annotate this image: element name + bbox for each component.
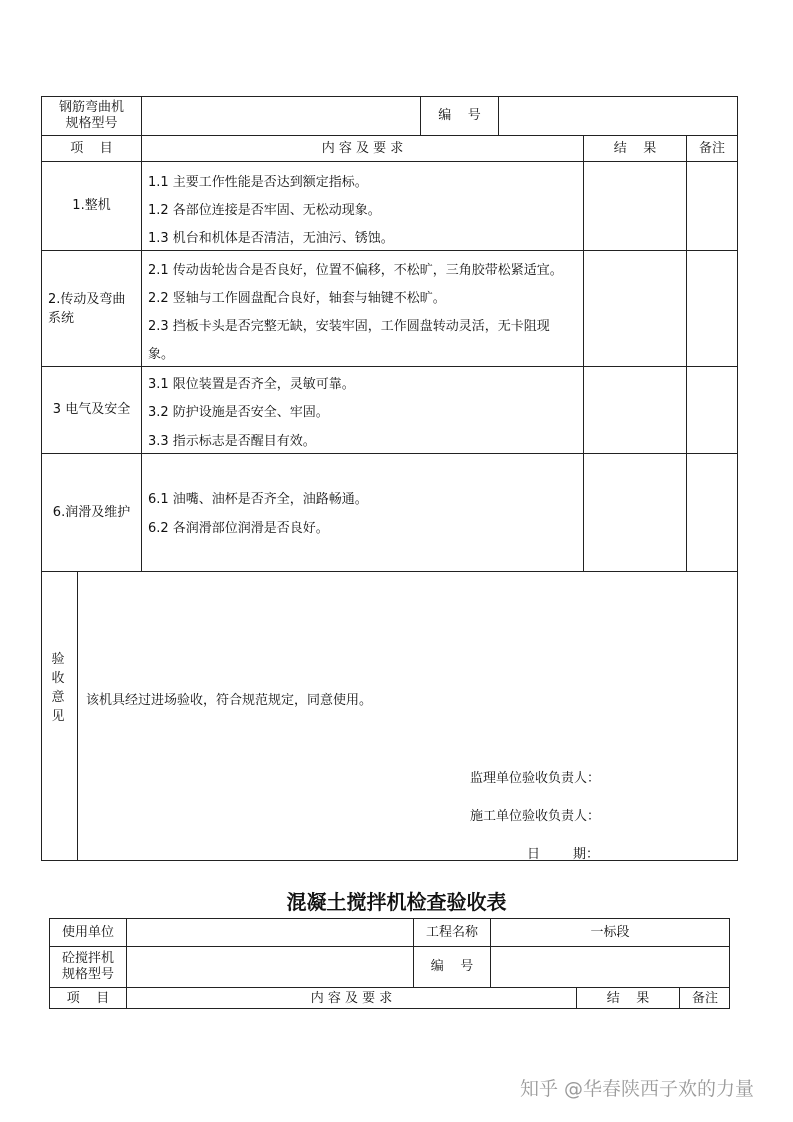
result-cell[interactable] <box>584 162 686 250</box>
opinion-label <box>48 650 68 726</box>
user-label: 使用单位 <box>61 924 114 940</box>
number-label: 编 号 <box>438 108 481 124</box>
col-divider <box>77 571 78 861</box>
header-content: 内 容 及 要 求 <box>321 140 404 156</box>
header-remark: 备注 <box>698 140 725 156</box>
header-result: 结 果 <box>613 140 657 156</box>
result-cell[interactable] <box>584 251 686 366</box>
opinion-label-char: 验 <box>51 652 65 667</box>
model-label: 钢筋弯曲机 规格型号 <box>58 100 124 131</box>
model-label: 砼搅拌机 规格型号 <box>61 951 114 982</box>
requirement-item: 3.3 指示标志是否醒目有效。 <box>148 434 316 449</box>
requirement-item: 3.1 限位装置是否齐全，灵敏可靠。 <box>148 377 355 392</box>
remark-cell[interactable] <box>687 367 737 453</box>
project-value[interactable]: 一标段 <box>590 924 630 940</box>
section-name: 3 电气及安全 <box>52 402 131 418</box>
date-label: 日 期： <box>527 847 600 862</box>
remark-cell[interactable] <box>687 454 737 571</box>
constructor-signature-label: 施工单位验收负责人： <box>470 809 601 824</box>
header-result: 结 果 <box>606 990 650 1006</box>
remark-cell[interactable] <box>687 162 737 250</box>
opinion-label-char: 收 <box>51 671 65 686</box>
supervisor-signature-label: 监理单位验收负责人： <box>470 771 601 786</box>
watermark: 知乎 @华春陕西子欢的力量 <box>520 1078 755 1100</box>
model-value[interactable] <box>127 947 413 987</box>
col-divider <box>141 96 142 571</box>
result-cell[interactable] <box>584 454 686 571</box>
number-value[interactable] <box>491 947 729 987</box>
section-name: 6.润滑及维护 <box>52 504 131 520</box>
requirement-item: 2.3 挡板卡头是否完整无缺，安装牢固，工作圆盘转动灵活，无卡阻现 <box>148 319 550 334</box>
number-label: 编 号 <box>430 959 474 975</box>
requirement-item: 2.2 竖轴与工作圆盘配合良好，轴套与轴键不松旷。 <box>148 291 446 306</box>
header-remark: 备注 <box>691 990 718 1006</box>
requirement-item: 6.1 油嘴、油杯是否齐全，油路畅通。 <box>148 492 368 507</box>
table2-title: 混凝土搅拌机检查验收表 <box>286 890 507 914</box>
header-item: 项 目 <box>66 990 110 1006</box>
number-value[interactable] <box>499 97 737 135</box>
project-label: 工程名称 <box>425 924 478 940</box>
requirement-item: 6.2 各润滑部位润滑是否良好。 <box>148 521 329 536</box>
opinion-label-char: 见 <box>51 709 65 724</box>
opinion-text: 该机具经过进场验收，符合规范规定，同意使用。 <box>86 693 373 708</box>
user-value[interactable] <box>127 919 413 946</box>
requirement-item: 2.1 传动齿轮齿合是否良好，位置不偏移，不松旷，三角胶带松紧适宜。 <box>148 263 563 278</box>
section-name: 2.传动及弯曲 系统 <box>48 292 126 326</box>
header-content: 内 容 及 要 求 <box>310 990 393 1006</box>
remark-cell[interactable] <box>687 251 737 366</box>
requirement-item: 1.1 主要工作性能是否达到额定指标。 <box>148 175 368 190</box>
row-divider <box>41 571 738 572</box>
result-cell[interactable] <box>584 367 686 453</box>
header-item: 项 目 <box>70 140 113 156</box>
requirement-item: 3.2 防护设施是否安全、牢固。 <box>148 405 329 420</box>
requirement-item: 1.3 机台和机体是否清洁，无油污、锈蚀。 <box>148 231 394 246</box>
requirement-item: 1.2 各部位连接是否牢固、无松动现象。 <box>148 203 381 218</box>
requirement-item: 象。 <box>148 347 175 362</box>
model-value[interactable] <box>142 97 420 135</box>
section-name: 1.整机 <box>72 198 111 214</box>
opinion-label-char: 意 <box>51 690 65 705</box>
